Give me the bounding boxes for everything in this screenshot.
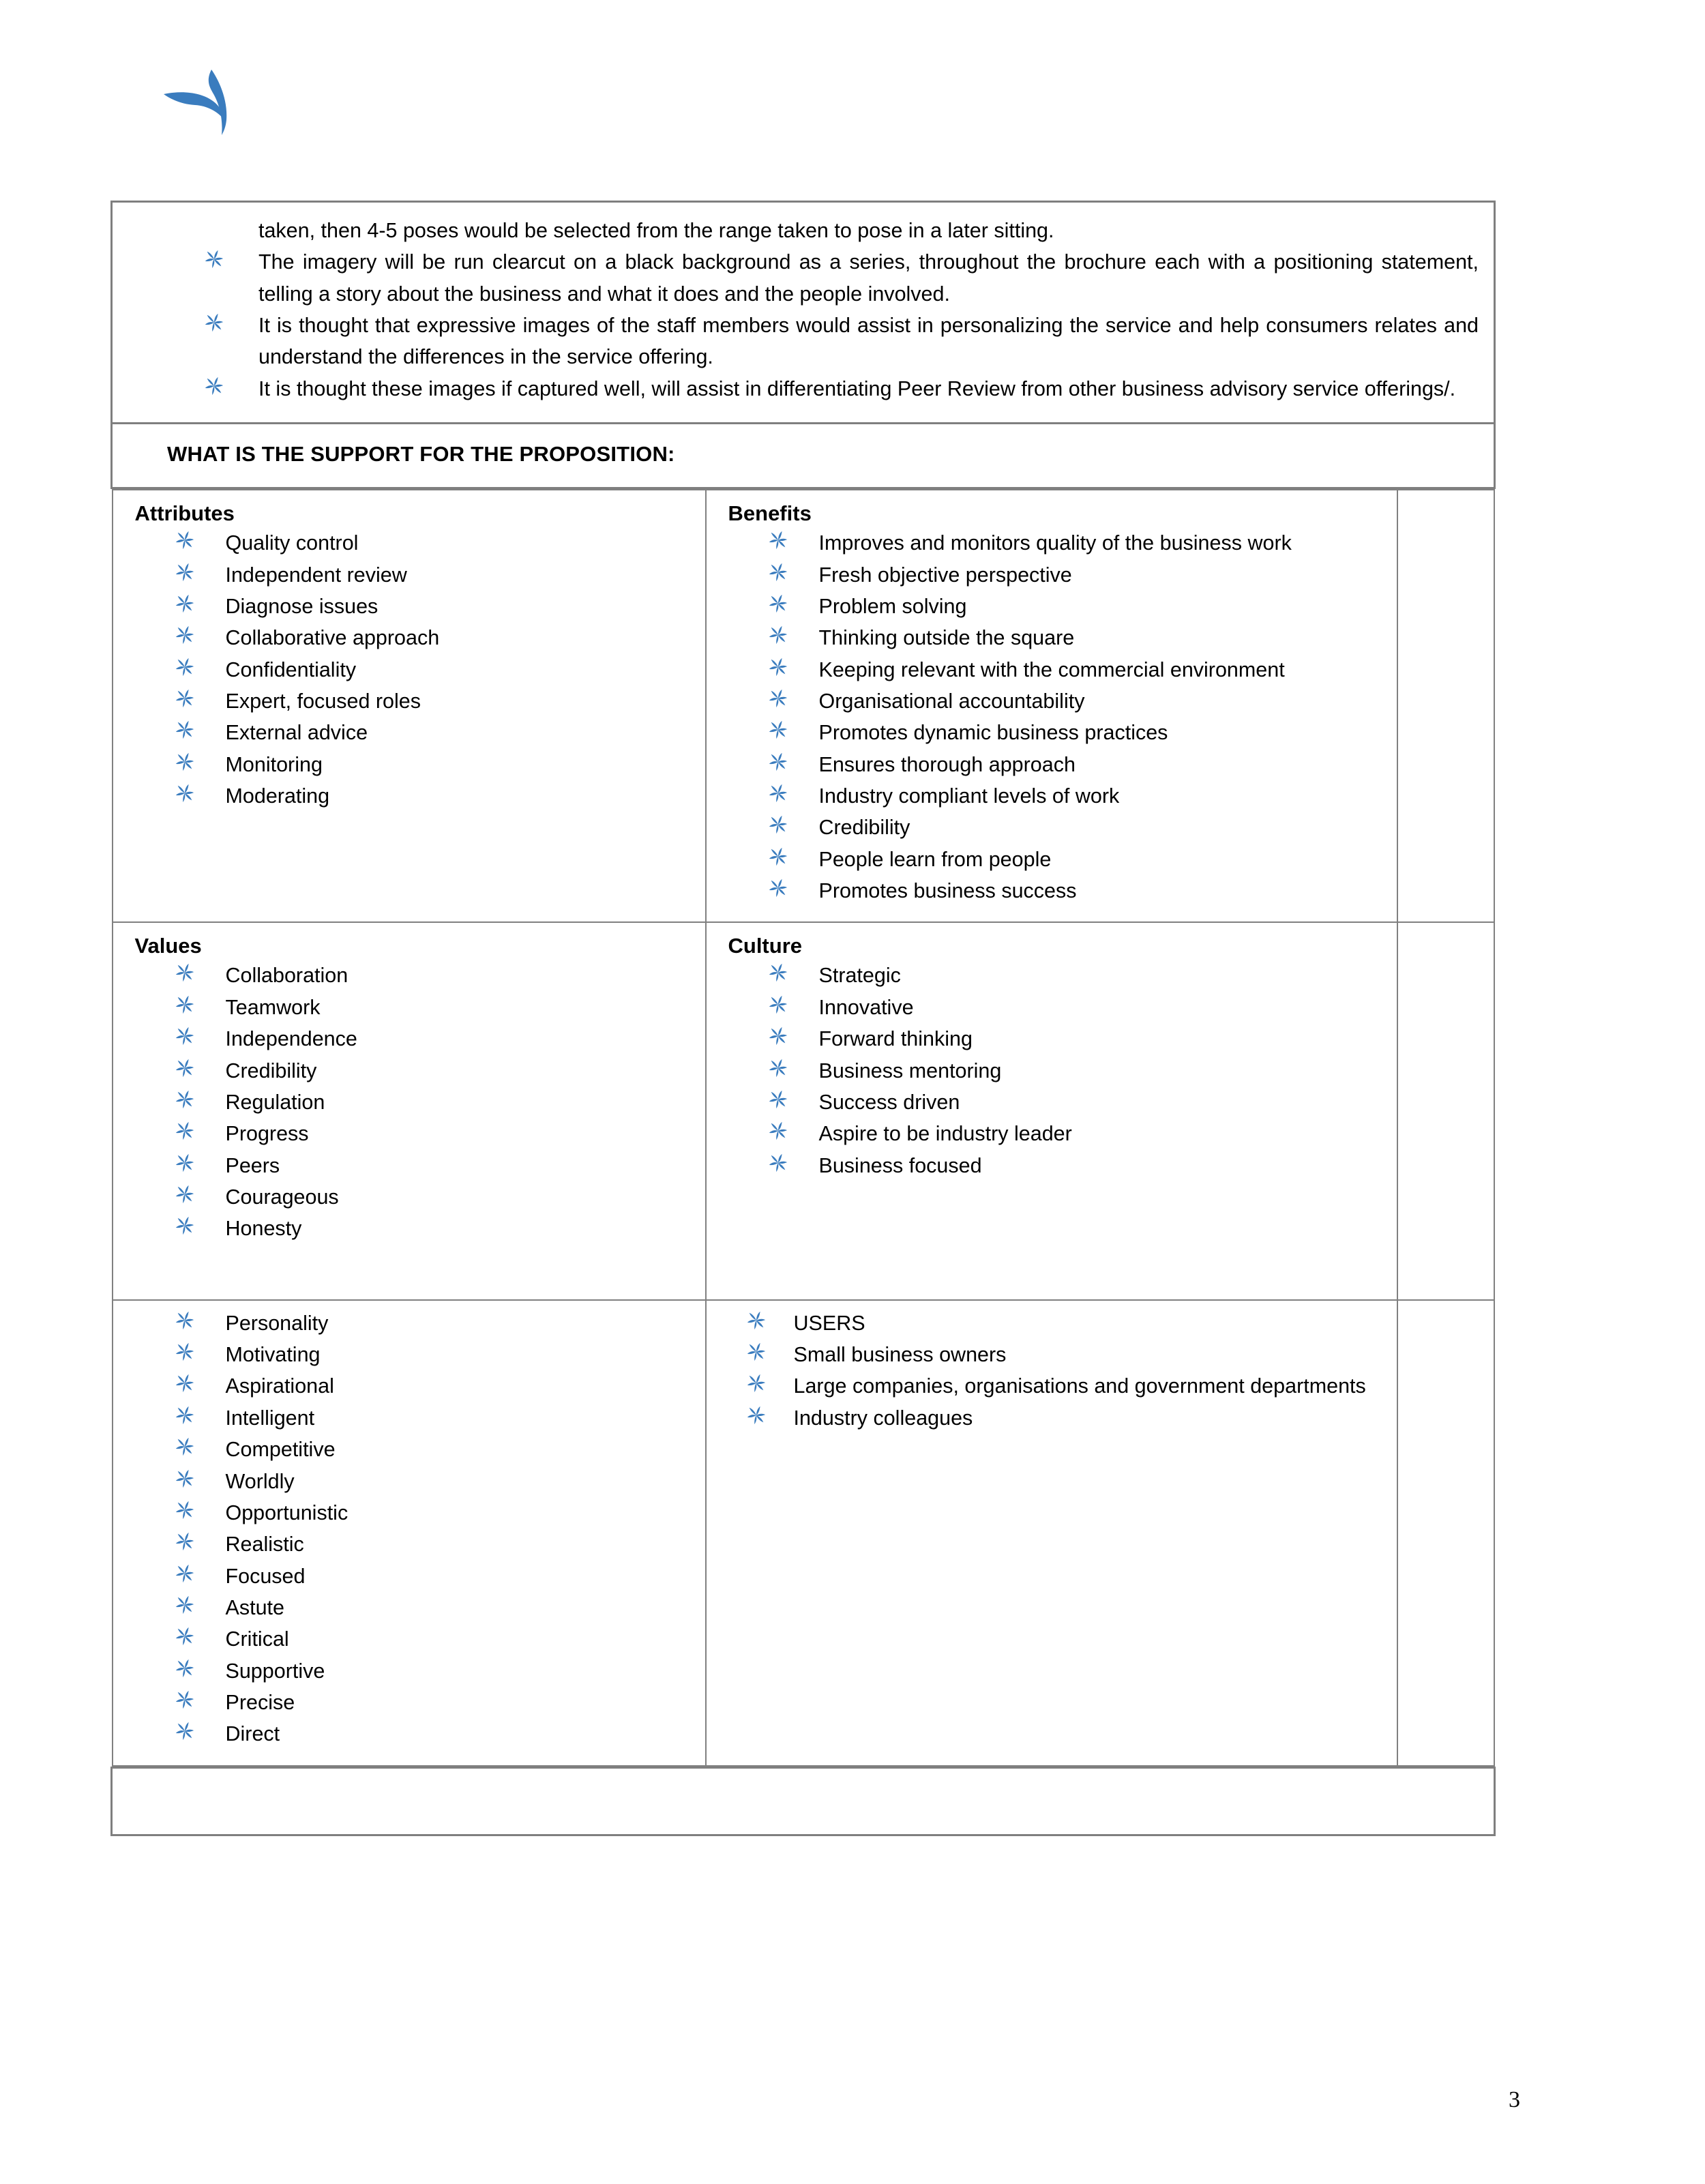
pinwheel-bullet-icon [175, 720, 195, 740]
pinwheel-bullet-icon [768, 593, 788, 614]
pinwheel-bullet-icon [175, 1121, 195, 1141]
list-item [713, 1402, 1390, 1434]
list-item-label: Independence [225, 1027, 357, 1051]
pinwheel-bullet-icon [175, 1026, 195, 1046]
pinwheel-bullet-icon [768, 1026, 788, 1046]
list-item [120, 1308, 698, 1339]
pinwheel-bullet-icon [175, 994, 195, 1015]
list-item-label: Thinking outside the square [818, 626, 1075, 650]
list-item-label: Motivating [225, 1343, 321, 1367]
list-item-label: People learn from people [818, 847, 1052, 871]
list-item-label: Success driven [818, 1090, 960, 1114]
list-item-label: Moderating [225, 784, 330, 808]
list-item-label: Competitive [225, 1438, 336, 1462]
pinwheel-bullet-icon [175, 1689, 195, 1710]
pinwheel-bullet-icon [175, 1721, 195, 1741]
list-item [120, 622, 698, 653]
list-item-label: Monitoring [225, 752, 323, 776]
list-item [120, 1466, 698, 1497]
list-item [120, 1402, 698, 1434]
list-item-label: Industry compliant levels of work [818, 784, 1120, 808]
benefits-title: Benefits [728, 501, 812, 526]
personality-users-row [113, 1300, 1494, 1766]
list-item [120, 1150, 698, 1181]
pinwheel-bullet-icon [175, 1626, 195, 1647]
list-item [713, 780, 1390, 812]
list-item-label: Promotes dynamic business practices [818, 721, 1168, 745]
list-item [713, 1118, 1390, 1149]
pinwheel-bullet-icon [204, 249, 224, 269]
list-item-label: Courageous [225, 1185, 339, 1209]
pinwheel-bullet-icon [175, 1500, 195, 1520]
leaf-logo [155, 63, 285, 145]
list-item [713, 1023, 1390, 1054]
list-item-label: Promotes business success [818, 879, 1077, 903]
section-heading: WHAT IS THE SUPPORT FOR THE PROPOSITION: [167, 442, 675, 467]
list-item-label: Aspire to be industry leader [818, 1122, 1072, 1146]
intro-block [113, 203, 1494, 422]
list-item-label: Organisational accountability [818, 689, 1085, 713]
list-item [120, 1023, 698, 1054]
pinwheel-bullet-icon [175, 1405, 195, 1426]
pinwheel-bullet-icon [175, 657, 195, 677]
attributes-benefits-row [113, 490, 1494, 922]
list-item-label: Credibility [818, 816, 910, 840]
pinwheel-bullet-icon [768, 720, 788, 740]
intro-bullet-item [128, 373, 1479, 404]
pinwheel-bullet-icon [746, 1405, 767, 1426]
pinwheel-bullet-icon [175, 625, 195, 645]
list-item-label: Precise [225, 1691, 295, 1715]
list-item [120, 591, 698, 622]
pinwheel-bullet-icon [768, 1153, 788, 1173]
pinwheel-bullet-icon [204, 312, 224, 333]
list-item [120, 1718, 698, 1750]
list-item-label: Aspirational [225, 1374, 334, 1398]
list-item [120, 1529, 698, 1560]
list-item [713, 992, 1390, 1023]
list-item-label: Industry colleagues [793, 1406, 973, 1430]
list-item-label: Supportive [225, 1659, 325, 1683]
list-item-label: External advice [225, 721, 368, 745]
pinwheel-bullet-icon [175, 783, 195, 803]
list-item-label: Expert, focused roles [225, 689, 421, 713]
support-table-row [112, 488, 1495, 1768]
benefits-list [713, 527, 1390, 906]
pinwheel-bullet-icon [746, 1342, 767, 1362]
spare-cell [1397, 922, 1494, 1299]
list-item-label: Opportunistic [225, 1501, 349, 1524]
list-item-label: Large companies, organisations and government departments [793, 1374, 1366, 1398]
pinwheel-bullet-icon [768, 814, 788, 835]
pinwheel-bullet-icon [768, 994, 788, 1015]
list-item [120, 1118, 698, 1149]
list-item-label: Peers [225, 1153, 280, 1177]
list-item [120, 1623, 698, 1655]
pinwheel-bullet-icon [175, 962, 195, 983]
values-cell [113, 922, 706, 1299]
pinwheel-bullet-icon [175, 1595, 195, 1615]
list-item-label: Focused [225, 1564, 306, 1588]
intro-bullet-text: It is thought these images if captured well, will assist in differentiating Peer Review from other business advisory service offerings/. [258, 377, 1456, 400]
list-item [713, 960, 1390, 991]
culture-title: Culture [728, 934, 802, 958]
list-item-label: Confidentiality [225, 658, 357, 681]
list-item [713, 1339, 1390, 1370]
users-list [713, 1308, 1390, 1434]
list-item [713, 717, 1390, 748]
list-item [120, 992, 698, 1023]
intro-bullet-text: The imagery will be run clearcut on a black background as a series, throughout the brochure each with a positioning statement, telling a story about the business and what it does and the people involved. [258, 250, 1479, 306]
benefits-cell [706, 490, 1397, 922]
list-item-label: Collaborative approach [225, 626, 440, 650]
attributes-cell [113, 490, 706, 922]
empty-cell [112, 1767, 1495, 1835]
list-item [120, 1655, 698, 1687]
intro-row [112, 202, 1495, 424]
list-item-label: Innovative [818, 995, 914, 1019]
list-item-label: Credibility [225, 1059, 317, 1082]
list-item [713, 844, 1390, 875]
list-item-label: Intelligent [225, 1406, 315, 1430]
list-item-label: Strategic [818, 964, 901, 988]
pinwheel-bullet-icon [768, 1089, 788, 1110]
list-item-label: USERS [793, 1311, 865, 1335]
list-item [120, 780, 698, 812]
list-item [120, 1181, 698, 1213]
intro-bullet-list [128, 246, 1479, 404]
list-item-label: Critical [225, 1627, 289, 1651]
pinwheel-bullet-icon [175, 530, 195, 550]
pinwheel-bullet-icon [746, 1310, 767, 1331]
values-title: Values [134, 934, 202, 958]
values-list [120, 960, 698, 1244]
pinwheel-bullet-icon [746, 1373, 767, 1393]
pinwheel-bullet-icon [768, 1121, 788, 1141]
list-item-label: Personality [225, 1311, 329, 1335]
list-item-label: Independent review [225, 563, 407, 587]
pinwheel-bullet-icon [175, 1153, 195, 1173]
empty-trailing-row [112, 1767, 1495, 1835]
pinwheel-bullet-icon [175, 593, 195, 614]
list-item [713, 591, 1390, 622]
attributes-title: Attributes [134, 501, 235, 526]
spare-cell [1397, 490, 1494, 922]
pinwheel-bullet-icon [175, 1373, 195, 1393]
list-item [120, 749, 698, 780]
culture-list [713, 960, 1390, 1181]
section-heading-row [112, 424, 1495, 488]
pinwheel-bullet-icon [175, 1436, 195, 1457]
list-item-label: Small business owners [793, 1343, 1007, 1367]
list-item-label: Fresh objective perspective [818, 563, 1072, 587]
pinwheel-bullet-icon [204, 376, 224, 396]
pinwheel-bullet-icon [768, 625, 788, 645]
values-spacer [120, 1245, 698, 1284]
list-item [713, 1150, 1390, 1181]
list-item-label: Honesty [225, 1217, 302, 1241]
list-item [713, 1308, 1390, 1339]
pinwheel-bullet-icon [768, 1058, 788, 1078]
list-item-label: Quality control [225, 531, 359, 555]
list-item [713, 559, 1390, 591]
list-item [713, 527, 1390, 559]
pinwheel-bullet-icon [175, 1215, 195, 1236]
list-item-label: Direct [225, 1722, 280, 1746]
list-item-label: Diagnose issues [225, 594, 379, 618]
pinwheel-bullet-icon [768, 962, 788, 983]
pinwheel-bullet-icon [768, 530, 788, 550]
list-item [713, 1055, 1390, 1087]
pinwheel-bullet-icon [175, 688, 195, 709]
list-item [120, 717, 698, 748]
pinwheel-bullet-icon [175, 1184, 195, 1205]
document-table [110, 201, 1496, 1836]
list-item-label: Improves and monitors quality of the business work [818, 531, 1292, 555]
list-item [713, 1087, 1390, 1118]
list-item-label: Ensures thorough approach [818, 752, 1076, 776]
spare-cell [1397, 1300, 1494, 1766]
pinwheel-bullet-icon [175, 562, 195, 582]
pinwheel-bullet-icon [175, 1310, 195, 1331]
list-item [713, 654, 1390, 685]
pinwheel-bullet-icon [175, 1563, 195, 1584]
support-table [112, 489, 1495, 1767]
list-item [713, 1370, 1390, 1402]
list-item-label: Realistic [225, 1533, 304, 1556]
pinwheel-bullet-icon [175, 1469, 195, 1489]
list-item [120, 1434, 698, 1465]
list-item [120, 654, 698, 685]
list-item [713, 685, 1390, 717]
intro-continued-line: taken, then 4-5 poses would be selected from the range taken to pose in a later sitting. [258, 219, 1054, 242]
culture-cell [706, 922, 1397, 1299]
list-item-label: Collaboration [225, 964, 349, 988]
pinwheel-bullet-icon [175, 1342, 195, 1362]
pinwheel-bullet-icon [768, 846, 788, 867]
personality-list [120, 1308, 698, 1750]
list-item [713, 622, 1390, 653]
pinwheel-bullet-icon [768, 752, 788, 772]
list-item-label: Astute [225, 1595, 284, 1619]
pinwheel-bullet-icon [175, 1058, 195, 1078]
list-item [120, 559, 698, 591]
pinwheel-bullet-icon [768, 688, 788, 709]
pinwheel-bullet-icon [768, 657, 788, 677]
intro-bullet-item [128, 246, 1479, 310]
list-item-label: Progress [225, 1122, 309, 1146]
list-item-label: Business focused [818, 1153, 982, 1177]
values-culture-row [113, 922, 1494, 1299]
list-item [120, 1687, 698, 1718]
pinwheel-bullet-icon [175, 1658, 195, 1679]
list-item [120, 1055, 698, 1087]
page-number: 3 [1509, 2087, 1520, 2112]
list-item-label: Keeping relevant with the commercial environment [818, 658, 1285, 681]
pinwheel-bullet-icon [175, 1531, 195, 1552]
users-cell [706, 1300, 1397, 1766]
list-item [120, 685, 698, 717]
list-item [120, 527, 698, 559]
pinwheel-bullet-icon [768, 562, 788, 582]
attributes-list [120, 527, 698, 812]
list-item [120, 1497, 698, 1529]
pinwheel-bullet-icon [175, 752, 195, 772]
list-item [120, 1339, 698, 1370]
intro-bullet-item [128, 310, 1479, 373]
list-item [120, 1561, 698, 1592]
list-item [120, 1370, 698, 1402]
pinwheel-bullet-icon [175, 1089, 195, 1110]
list-item [713, 749, 1390, 780]
list-item-label: Forward thinking [818, 1027, 973, 1051]
pinwheel-bullet-icon [768, 783, 788, 803]
list-item [120, 960, 698, 991]
list-item-label: Regulation [225, 1090, 325, 1114]
pinwheel-bullet-icon [768, 878, 788, 898]
intro-bullet-text: It is thought that expressive images of the staff members would assist in personalizing the service and help consumers relates and understand the differences in the service offering. [258, 314, 1479, 369]
list-item-label: Teamwork [225, 995, 321, 1019]
list-item [120, 1592, 698, 1623]
list-item-label: Business mentoring [818, 1059, 1002, 1082]
personality-cell [113, 1300, 706, 1766]
list-item [713, 812, 1390, 843]
list-item-label: Worldly [225, 1469, 295, 1493]
list-item-label: Problem solving [818, 594, 967, 618]
list-item [713, 875, 1390, 906]
list-item [120, 1087, 698, 1118]
list-item [120, 1213, 698, 1244]
